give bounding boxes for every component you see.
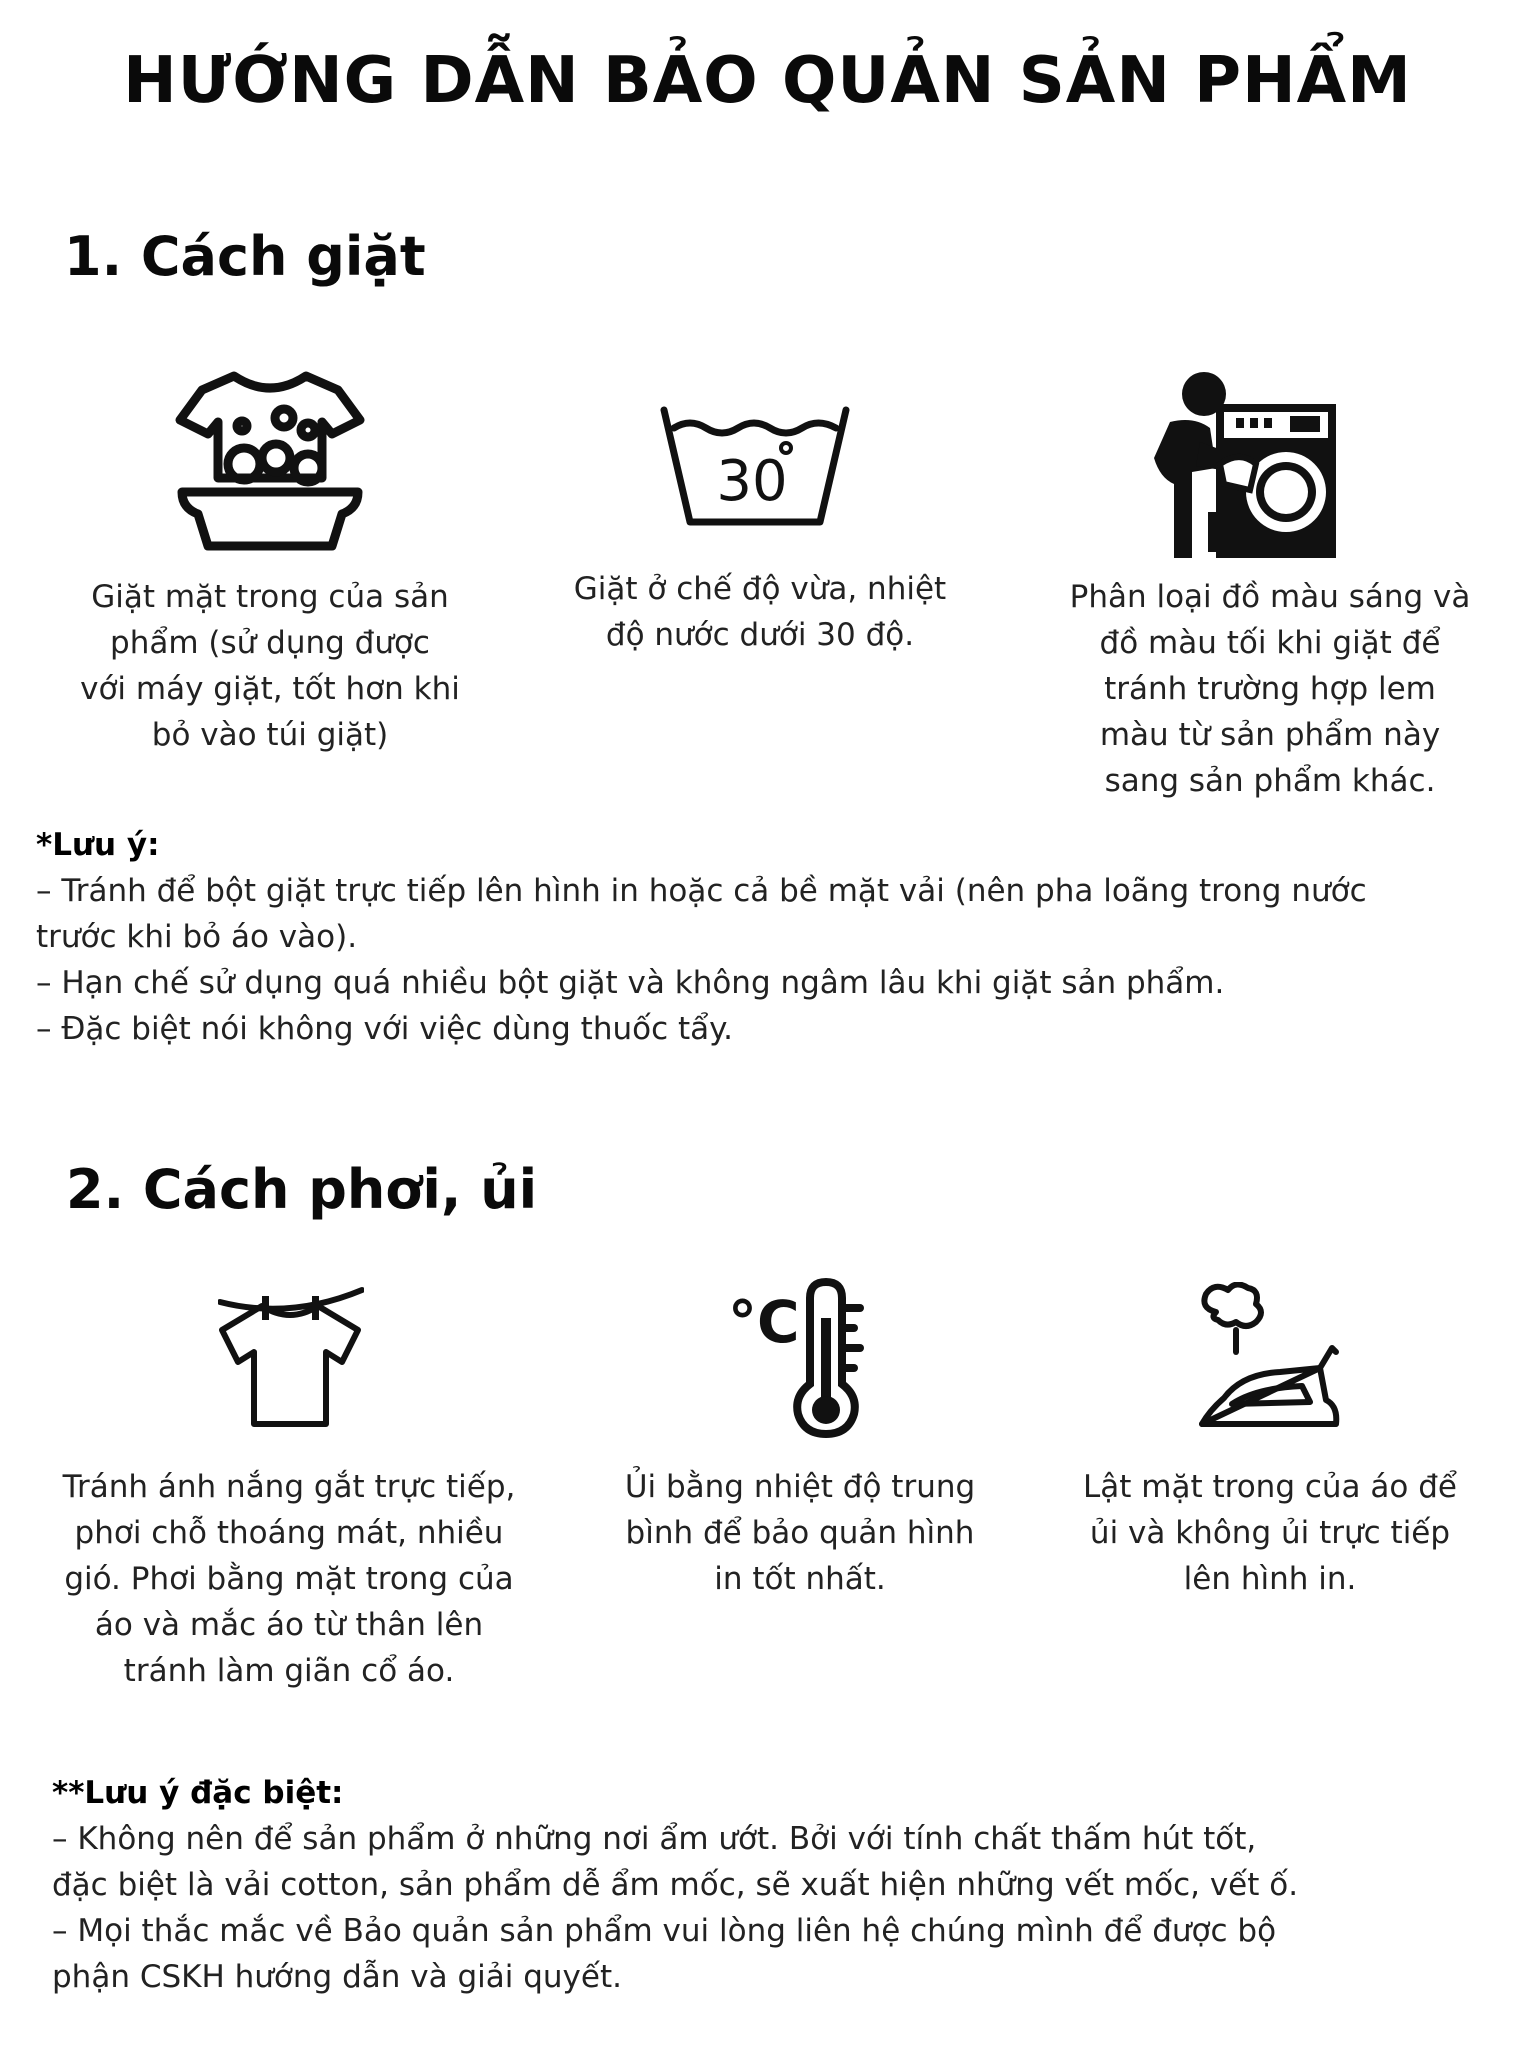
celsius-label: °C [728, 1288, 800, 1356]
special-note: **Lưu ý đặc biệt: – Không nên để sản phẩm ở những nơi ẩm ướt. Bởi với tính chất thấm hút tốt, đặc biệt là vải cotton, sản phẩm dễ ẩm mốc, sẽ xuất hiện những vết mốc, vết ố. – Mọi thắc mắc về Bảo quản sản phẩm vui lòng liên hệ chúng mình để được bộ phận CSKH hướng dẫn và giải quyết. [52, 1770, 1298, 2000]
thermometer-celsius-icon [728, 1278, 872, 1438]
tshirt-in-basin-icon [172, 368, 368, 558]
caption-ironing-temperature: Ủi bằng nhiệt độ trung bình để bảo quản hình in tốt nhất. [624, 1469, 976, 1597]
page-title: HƯỚNG DẪN BẢO QUẢN SẢN PHẨM [123, 44, 1412, 118]
steam-iron-icon [1196, 1282, 1344, 1434]
caption-ironing-inside-out: Lật mặt trong của áo để ủi và không ủi trực tiếp lên hình in. [1083, 1469, 1457, 1597]
washing-note-heading: *Lưu ý: [36, 827, 160, 863]
section-heading-washing: 1. Cách giặt [64, 225, 426, 288]
person-washing-machine-icon [1140, 372, 1340, 558]
caption-drying: Tránh ánh nắng gắt trực tiếp, phơi chỗ thoáng mát, nhiều gió. Phơi bằng mặt trong của áo và mắc áo từ thân lên tránh làm giãn cổ áo. [62, 1469, 516, 1689]
special-note-heading: **Lưu ý đặc biệt: [52, 1775, 344, 1811]
caption-wash-inside-out: Giặt mặt trong của sản phẩm (sử dụng được với máy giặt, tốt hơn khi bỏ vào túi giặt) [80, 579, 460, 753]
washing-note: *Lưu ý: – Tránh để bột giặt trực tiếp lên hình in hoặc cả bề mặt vải (nên pha loãng trong nước trước khi bỏ áo vào). – Hạn chế sử dụng quá nhiều bột giặt và không ngâm lâu khi giặt sản phẩm. – Đặc biệt nói không với việc dùng thuốc tẩy. [36, 822, 1367, 1052]
shirt-on-clothesline-icon [218, 1284, 364, 1430]
wash-30-degrees-icon [660, 404, 850, 526]
caption-sort-colors: Phân loại đồ màu sáng và đồ màu tối khi giặt để tránh trường hợp lem màu từ sản phẩm này sang sản phẩm khác. [1069, 579, 1471, 799]
caption-wash-temperature: Giặt ở chế độ vừa, nhiệt độ nước dưới 30 độ. [573, 571, 947, 653]
wash-temp-label: 30 [716, 449, 788, 514]
section-heading-drying-ironing: 2. Cách phơi, ủi [66, 1158, 538, 1221]
